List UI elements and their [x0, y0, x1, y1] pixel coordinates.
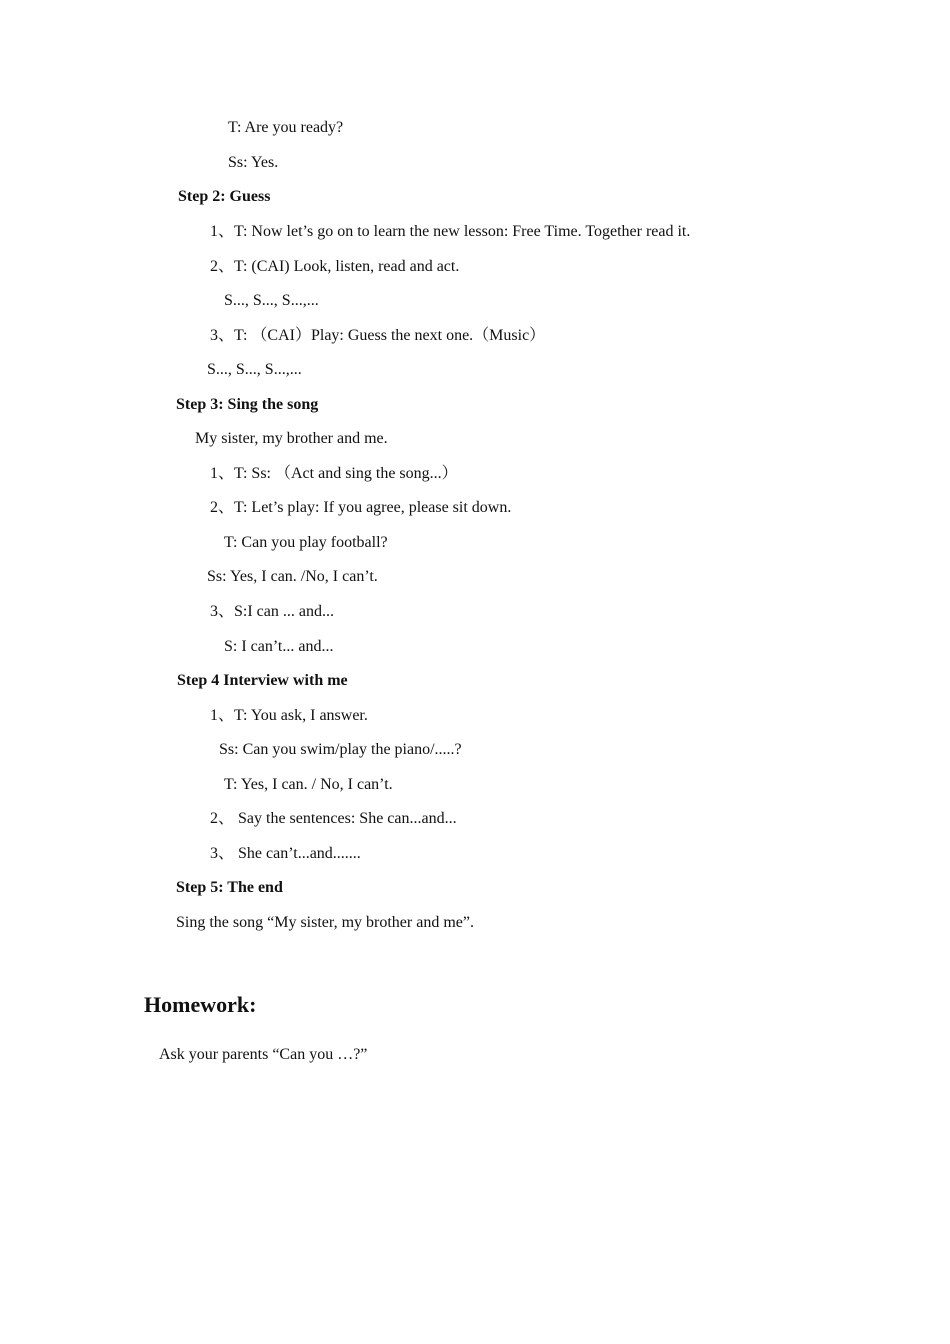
- step3-item-2: 2、T: Let’s play: If you agree, please sit down.: [210, 499, 512, 516]
- teacher-ready-line: T: Are you ready?: [228, 119, 344, 136]
- step4-heading: Step 4 Interview with me: [177, 672, 348, 689]
- step4-item-1-teacher: T: Yes, I can. / No, I can’t.: [224, 776, 393, 793]
- step5-text: Sing the song “My sister, my brother and me”.: [176, 914, 474, 931]
- step4-item-3: 3、 She can’t...and.......: [210, 845, 361, 862]
- step3-item-3-student: S: I can’t... and...: [224, 638, 334, 655]
- step5-heading: Step 5: The end: [176, 879, 283, 896]
- step3-item-2-teacher: T: Can you play football?: [224, 534, 388, 551]
- step3-item-1: 1、T: Ss: （Act and sing the song...）: [210, 465, 458, 482]
- step2-item-2-response: S..., S..., S...,...: [224, 292, 319, 309]
- step2-item-3: 3、T: （CAI）Play: Guess the next one.（Music）: [210, 327, 546, 344]
- step3-song-title: My sister, my brother and me.: [195, 430, 388, 447]
- step2-item-3-response: S..., S..., S...,...: [207, 361, 302, 378]
- step4-item-1-students: Ss: Can you swim/play the piano/.....?: [219, 741, 462, 758]
- step2-heading: Step 2: Guess: [178, 188, 271, 205]
- step4-item-2: 2、 Say the sentences: She can...and...: [210, 810, 457, 827]
- students-yes-line: Ss: Yes.: [228, 154, 279, 171]
- step4-item-1: 1、T: You ask, I answer.: [210, 707, 368, 724]
- step2-item-1: 1、T: Now let’s go on to learn the new lesson: Free Time. Together read it.: [210, 223, 691, 240]
- homework-title: Homework:: [144, 992, 257, 1017]
- step3-item-2-students: Ss: Yes, I can. /No, I can’t.: [207, 568, 378, 585]
- step3-heading: Step 3: Sing the song: [176, 396, 319, 413]
- step3-item-3: 3、S:I can ... and...: [210, 603, 334, 620]
- step2-item-2: 2、T: (CAI) Look, listen, read and act.: [210, 258, 460, 275]
- homework-text: Ask your parents “Can you …?”: [159, 1046, 368, 1063]
